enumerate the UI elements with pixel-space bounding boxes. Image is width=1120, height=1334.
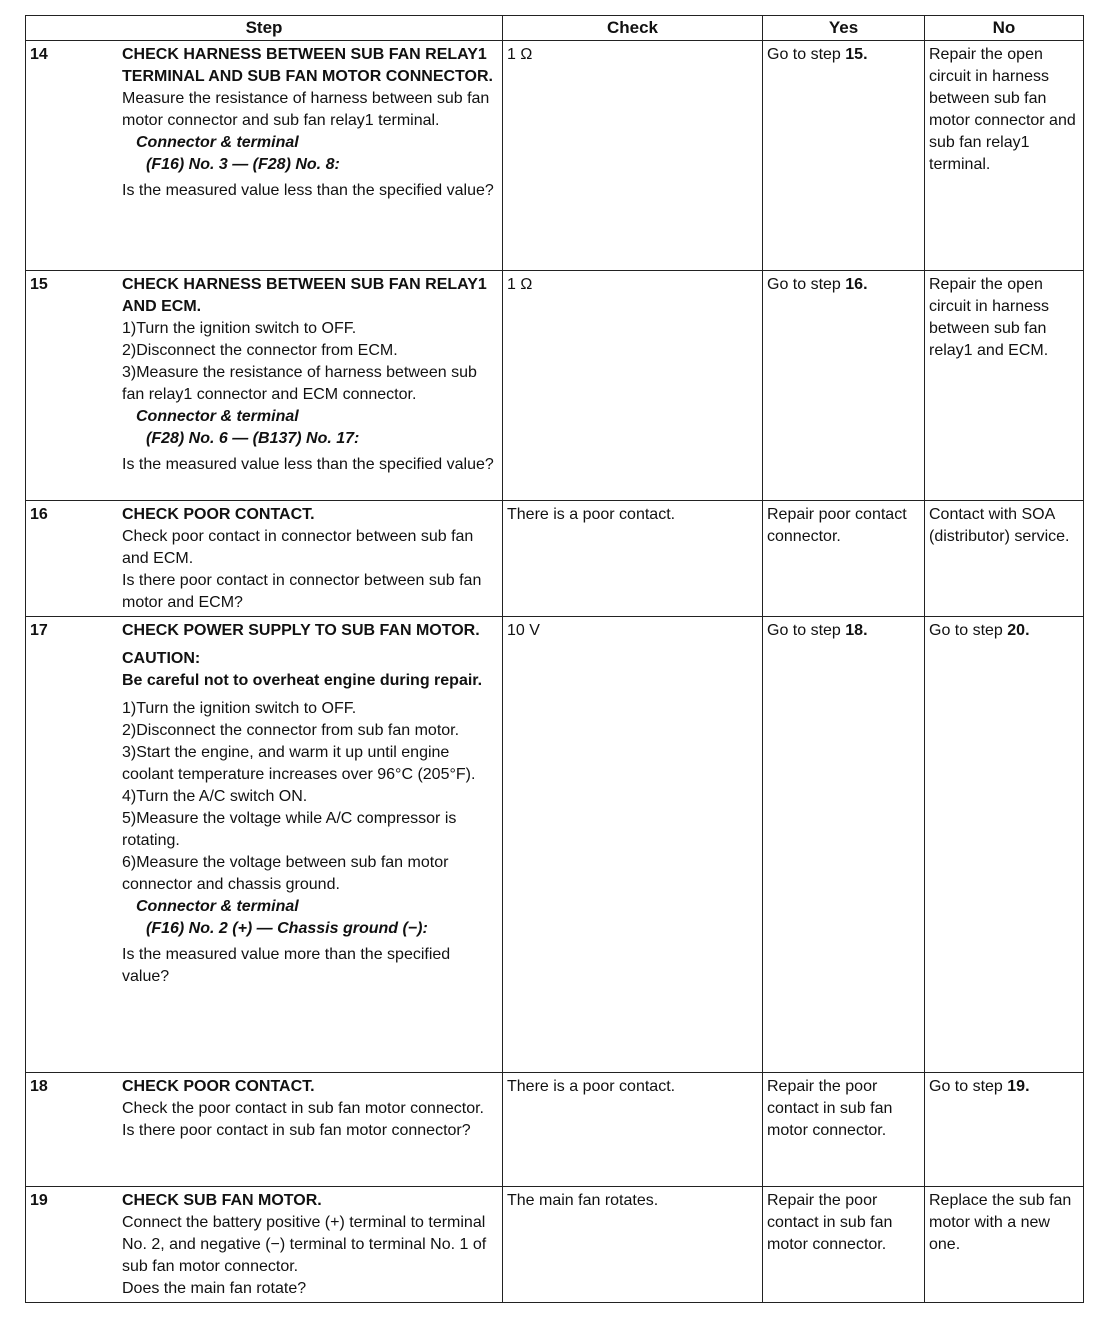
step-cell (26, 1187, 503, 1303)
connector-value: (F16) No. 3 — (F28) No. 8: (146, 156, 340, 173)
check-cell: There is a poor contact. (503, 1073, 763, 1187)
check-cell: 10 V (503, 617, 763, 1073)
no-step: 20. (1007, 622, 1030, 639)
step-title: CHECK POOR CONTACT. (122, 1078, 315, 1095)
no-cell: Repair the open circuit in harness between sub fan relay1 and ECM. (925, 271, 1084, 501)
step-cell (26, 501, 503, 617)
step-title: CHECK POOR CONTACT. (122, 506, 315, 523)
step-instruction: 5)Measure the voltage while A/C compressor is rotating. (122, 810, 457, 849)
connector-value: (F28) No. 6 — (B137) No. 17: (146, 430, 360, 447)
step-question: Is the measured value less than the specified value? (122, 182, 494, 199)
table-row (26, 1073, 1084, 1187)
no-cell (925, 617, 1084, 1073)
check-cell: 1 Ω (503, 41, 763, 271)
header-check: Check (503, 16, 763, 41)
yes-step: 16. (845, 276, 868, 293)
check-cell: The main fan rotates. (503, 1187, 763, 1303)
yes-cell: Repair the poor contact in sub fan motor connector. (763, 1073, 925, 1187)
step-instruction: Measure the resistance of harness between sub fan motor connector and sub fan relay1 terminal. (122, 90, 490, 129)
step-instruction: 1)Turn the ignition switch to OFF. (122, 700, 357, 717)
table-row (26, 41, 1084, 271)
diagnostic-table (25, 15, 1084, 1303)
step-number: 18 (30, 1078, 48, 1095)
step-cell (26, 271, 503, 501)
step-question: Is the measured value more than the specified value? (122, 946, 451, 985)
yes-cell (763, 41, 925, 271)
table-header-row (26, 16, 1084, 41)
step-cell (26, 41, 503, 271)
table-row (26, 271, 1084, 501)
step-title: CHECK POWER SUPPLY TO SUB FAN MOTOR. (122, 622, 480, 639)
check-cell: There is a poor contact. (503, 501, 763, 617)
header-yes: Yes (763, 16, 925, 41)
connector-label: Connector & terminal (136, 408, 299, 425)
caution-heading: CAUTION: (122, 650, 201, 667)
yes-cell: Repair the poor contact in sub fan motor connector. (763, 1187, 925, 1303)
yes-cell: Repair poor contact connector. (763, 501, 925, 617)
step-instruction: Connect the battery positive (+) terminal to terminal No. 2, and negative (−) terminal to terminal No. 1 of sub fan motor connector. (122, 1214, 487, 1275)
step-number: 16 (30, 506, 48, 523)
step-number: 19 (30, 1192, 48, 1209)
table-row (26, 501, 1084, 617)
step-question: Does the main fan rotate? (122, 1280, 307, 1297)
no-cell (925, 1073, 1084, 1187)
no-prefix: Go to step (929, 622, 1008, 639)
connector-label: Connector & terminal (136, 898, 299, 915)
step-question: Is there poor contact in connector between sub fan motor and ECM? (122, 572, 482, 611)
yes-prefix: Go to step (767, 622, 846, 639)
table-row (26, 1187, 1084, 1303)
no-step: 19. (1007, 1078, 1030, 1095)
header-no: No (925, 16, 1084, 41)
yes-step: 18. (845, 622, 868, 639)
step-instruction: 2)Disconnect the connector from sub fan motor. (122, 722, 460, 739)
table-row (26, 617, 1084, 1073)
connector-value: (F16) No. 2 (+) — Chassis ground (−): (146, 920, 428, 937)
step-title: CHECK HARNESS BETWEEN SUB FAN RELAY1 AND ECM. (122, 276, 487, 315)
step-instruction: 6)Measure the voltage between sub fan motor connector and chassis ground. (122, 854, 449, 893)
yes-cell (763, 271, 925, 501)
step-instruction: 1)Turn the ignition switch to OFF. (122, 320, 357, 337)
no-cell: Replace the sub fan motor with a new one. (925, 1187, 1084, 1303)
step-instruction: Check the poor contact in sub fan motor connector. (122, 1100, 484, 1117)
step-title: CHECK HARNESS BETWEEN SUB FAN RELAY1 TERMINAL AND SUB FAN MOTOR CONNECTOR. (122, 46, 493, 85)
step-instruction: 4)Turn the A/C switch ON. (122, 788, 308, 805)
check-cell: 1 Ω (503, 271, 763, 501)
step-number: 15 (30, 276, 48, 293)
header-step: Step (26, 16, 503, 41)
step-instruction: 3)Start the engine, and warm it up until engine coolant temperature increases over 96°C (205°F). (122, 744, 476, 783)
step-instruction: Check poor contact in connector between sub fan and ECM. (122, 528, 474, 567)
step-question: Is the measured value less than the specified value? (122, 456, 494, 473)
yes-step: 15. (845, 46, 868, 63)
step-instruction: 3)Measure the resistance of harness between sub fan relay1 connector and ECM connector. (122, 364, 477, 403)
step-cell (26, 1073, 503, 1187)
step-question: Is there poor contact in sub fan motor connector? (122, 1122, 471, 1139)
caution-text: Be careful not to overheat engine during repair. (122, 672, 483, 689)
yes-cell (763, 617, 925, 1073)
no-cell: Contact with SOA (distributor) service. (925, 501, 1084, 617)
no-cell: Repair the open circuit in harness between sub fan motor connector and sub fan relay1 terminal. (925, 41, 1084, 271)
step-number: 14 (30, 46, 48, 63)
yes-prefix: Go to step (767, 276, 846, 293)
step-number: 17 (30, 622, 48, 639)
step-cell (26, 617, 503, 1073)
yes-prefix: Go to step (767, 46, 846, 63)
step-title: CHECK SUB FAN MOTOR. (122, 1192, 322, 1209)
step-instruction: 2)Disconnect the connector from ECM. (122, 342, 398, 359)
connector-label: Connector & terminal (136, 134, 299, 151)
no-prefix: Go to step (929, 1078, 1008, 1095)
